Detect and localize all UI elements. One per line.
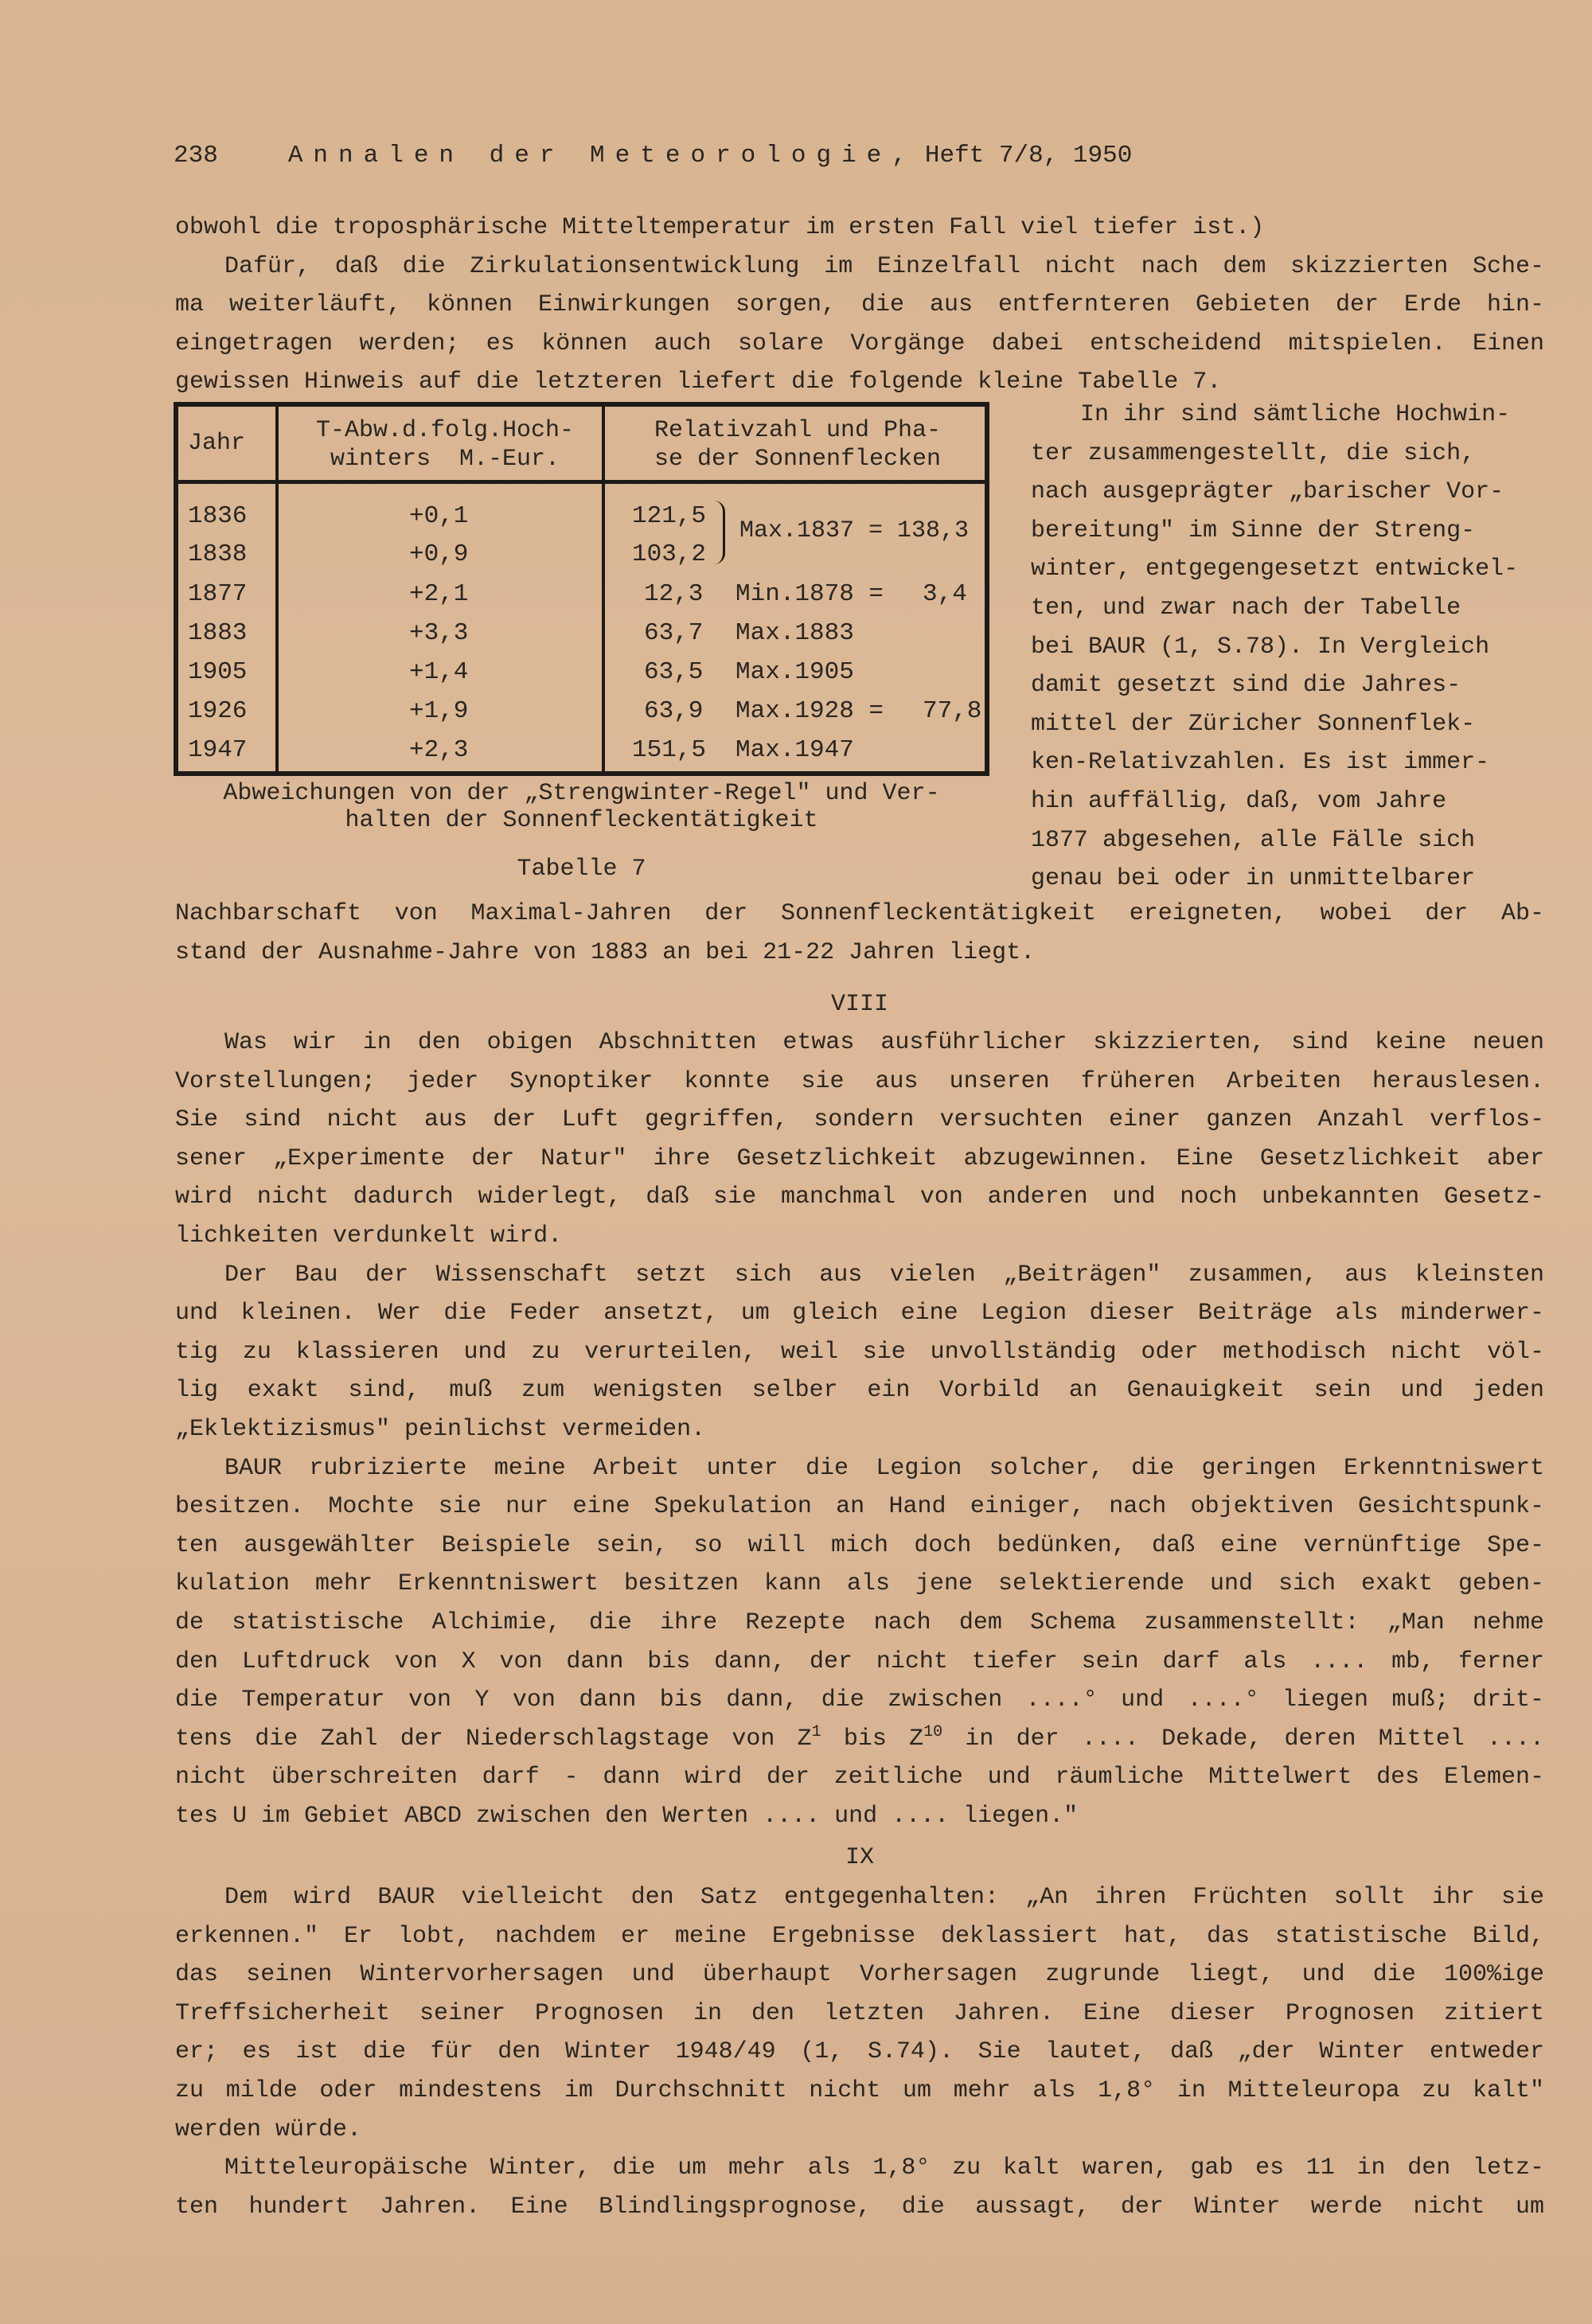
after-table-paragraph: Nachbarschaft von Maximal-Jahren der Sonnenfleckentätigkeit ereigneten, wobei der Ab- stand der Ausnahme-Jahre von 1883 an bei 21-22 Jahren liegt. <box>175 900 1544 966</box>
table-label: Tabelle 7 <box>517 856 646 883</box>
section-viii-body: Was wir in den obigen Abschnitten etwas ausführlicher skizzierten, sind keine neuen Vorstellungen; jeder Synoptiker konnte sie aus unseren früheren Arbeiten herauslesen. Sie sind nicht aus der Luft gegriffen, sondern versuchten einer ganzen Anzahl verflos- sener „Experimente der Natur" ihre Gesetzlichkeit abzugewinnen. Eine Gesetzlichkeit aber wird nicht dadurch widerlegt, daß sie manchmal von anderen und noch unbekannten Gesetz- lichkeiten verdunkelt wird. Der Bau der Wissenschaft setzt sich aus vielen „Beiträgen" zusammen, aus kleinsten und kleinen. Wer die Feder ansetzt, um gleich eine Legion dieser Beiträge als minderwer- tig zu klassieren und zu verurteilen, weil sie unvollständig oder methodisch nicht völ- lig exakt sind, muß zum wenigsten selber ein Vorbild an Genauigkeit sein und jeden „Eklektizismus" peinlichst vermeiden. BAUR rubrizierte meine Arbeit unter die Legion solcher, die geringen Erkenntniswert besitzen. Mochte sie nur eine Spekulation an Hand einiger, nach objektiven Gesichtspunk- ten ausgewählter Beispiele sein, so will mich doch bedünken, daß eine vernünftige Spe- kulation mehr Erkenntniswert besitzen kann als jene selektierende und sich exakt geben- de statistische Alchimie, die ihre Rezepte nach dem Schema zusammenstellt: „Man nehme den Luftdruck von X von dann bis dann, der nicht tiefer sein darf als .... mb, ferner die Temperatur von Y von dann bis dann, die zwischen ....° und ....° liegen muß; drit- tens die Zahl der Niederschlagstage von $Z^1$ bis $Z^{10}$ in der .... Dekade, deren Mittel .... nicht überschreiten darf - dann wird der zeitliche und räumliche Mittelwert des Elemen- tes U im Gebiet ABCD zwischen den Werten .... und .... liegen." <box>175 1029 1544 1830</box>
table-row: 1947 +2,3 151,5 Max.1947 <box>188 736 854 764</box>
table-row: 1883 +3,3 63,7 Max.1883 <box>188 619 854 647</box>
table-row: 1877 +2,1 12,3 Min.1878 = 3,4 <box>188 580 967 608</box>
table-row: 1905 +1,4 63,5 Max.1905 <box>188 658 854 686</box>
text-line: gewissen Hinweis auf die letzteren liefert die folgende kleine Tabelle 7. <box>175 368 1222 396</box>
issue-info: Heft 7/8, 1950 <box>924 142 1133 170</box>
table-row: 1836 +0,1 121,5 <box>188 502 707 530</box>
brace-label: Max.1837 = 138,3 <box>739 517 970 544</box>
section-heading-ix: IX <box>845 1844 874 1871</box>
journal-title: Annalen der Meteorologie, <box>287 142 917 170</box>
col-header-year: Jahr <box>188 430 246 457</box>
table-row: 1838 +0,9 103,2 <box>188 540 707 568</box>
text-line-superscripts: tens die Zahl der Niederschlagstage von $Z^1$ bis $Z^{10}$ in der .... Dekade, deren Mittel .... <box>175 1722 1544 1753</box>
section-ix-body: Dem wird BAUR vielleicht den Satz entgegenhalten: „An ihren Früchten sollt ihr sie erkennen." Er lobt, nachdem er meine Ergebnisse deklassiert hat, das statistische Bild, das seinen Wintervorhersagen und überhaupt Vorhersagen zugrunde liegt, und die 100%ige Treffsicherheit seiner Prognosen in den letzten Jahren. Eine dieser Prognosen zitiert er; es ist die für den Winter 1948/49 (1, S.74). Sie lautet, daß „der Winter entweder zu milde oder mindestens im Durchschnitt nicht um mehr als 1,8° in Mitteleuropa zu kalt" werden würde. Mitteleuropäische Winter, die um mehr als 1,8° zu kalt waren, gab es 11 in den letz- ten hundert Jahren. Eine Blindlingsprognose, die aussagt, der Winter werde nicht um <box>175 1884 1544 2221</box>
page-number: 238 <box>174 142 218 170</box>
text-line: ma weiterläuft, können Einwirkungen sorgen, die aus entfernteren Gebieten der Erde hin- <box>175 291 1544 319</box>
text-line: obwohl die troposphärische Mitteltemperatur im ersten Fall viel tiefer ist.) <box>175 214 1265 241</box>
table-row: 1926 +1,9 63,9 Max.1928 = 77,8 <box>188 697 982 725</box>
text-line: Dafür, daß die Zirkulationsentwicklung im Einzelfall nicht nach dem skizzierten Sche- <box>224 252 1544 280</box>
sunspot-table <box>174 402 989 776</box>
section-heading-viii: VIII <box>830 991 888 1018</box>
side-column-text: In ihr sind sämtliche Hochwin- ter zusammengestellt, die sich, nach ausgeprägter „barischer Vor- bereitung" im Sinne der Streng- winter, entgegengesetzt entwickel- ten, und zwar nach der Tabelle bei BAUR (1, S.78). In Vergleich damit gesetzt sind die Jahres- mittel der Züricher Sonnenflek- ken-Relativzahlen. Es ist immer- hin auffällig, daß, vom Jahre 1877 abgesehen, alle Fälle sich genau bei oder in unmittelbarer <box>1031 401 1519 893</box>
intro-paragraph <box>175 209 1544 402</box>
col-header-relative-number: Relativzahl und Pha- se der Sonnenflecken <box>654 417 942 473</box>
page-header <box>174 142 1132 170</box>
text-line: eingetragen werden; es können auch solare Vorgänge dabei entscheidend mitspielen. Einen <box>175 329 1544 357</box>
col-header-deviation: T-Abw.d.folg.Hoch- winters M.-Eur. <box>315 417 575 473</box>
table-caption: Abweichungen von der „Strengwinter-Regel" und Ver- halten der Sonnenfleckentätigkeit <box>223 780 940 834</box>
